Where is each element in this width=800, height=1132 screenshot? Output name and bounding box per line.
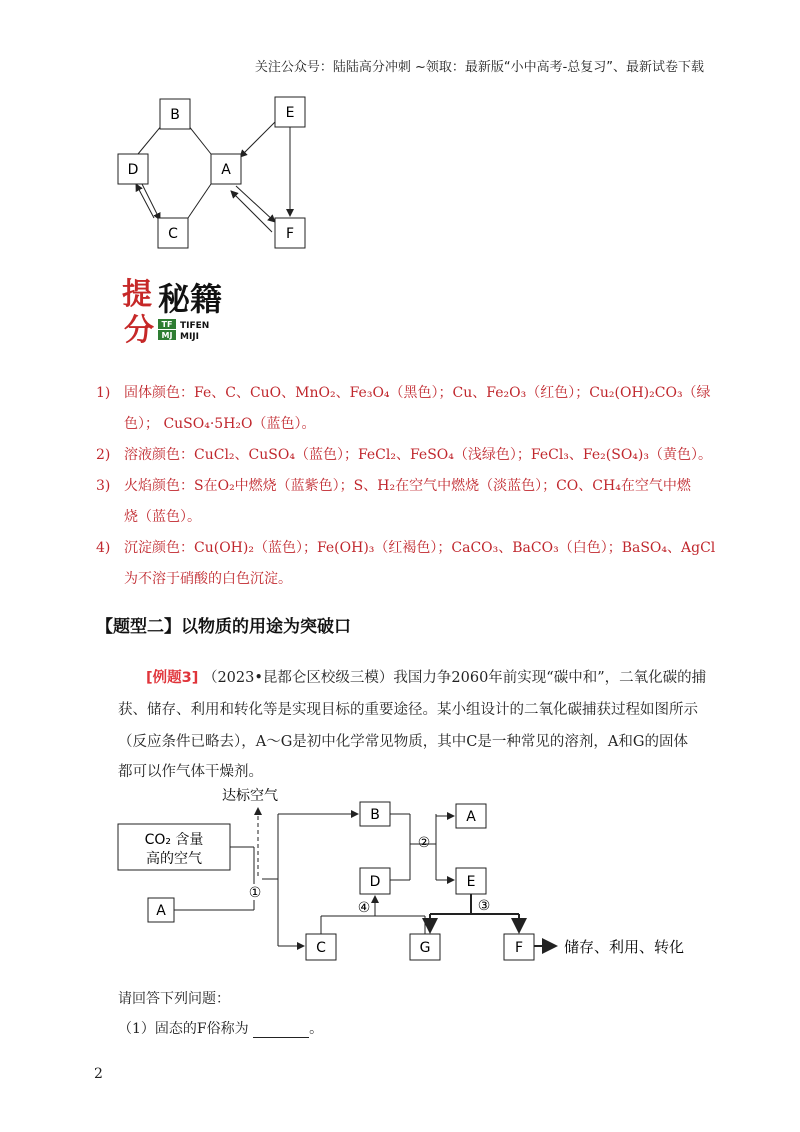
node-a: A <box>221 162 231 178</box>
logo-graphic <box>118 272 248 344</box>
list-item-line: 色）； CuSO₄·5H₂O（蓝色）。 <box>124 416 316 432</box>
example-line-2: 获、储存、利用和转化等是实现目标的重要途径。某小组设计的二氧化碳捕获过程如图所示 <box>118 702 698 718</box>
list-item-number: 4) <box>96 540 111 556</box>
node-d: D <box>127 162 139 178</box>
f-uses-label: 储存、利用、转化 <box>564 938 685 956</box>
step-4-label: ④ <box>357 900 371 916</box>
list-item <box>96 440 716 471</box>
node-c: C <box>168 226 178 242</box>
example-line-1-text: （2023•昆都仑区校级三模）我国力争2060年前实现“碳中和”，二氧化碳的捕 <box>202 670 707 686</box>
node-e: E <box>285 105 295 121</box>
list-item-line: 固体颜色：Fe、C、CuO、MnO₂、Fe₃O₄（黑色）；Cu、Fe₂O₃（红色）；Cu₂(OH)₂CO₃（绿 <box>124 385 711 401</box>
list-item-line: 火焰颜色：S在O₂中燃烧（蓝紫色）；S、H₂在空气中燃烧（淡蓝色）；CO、CH₄在空气中燃 <box>124 478 691 494</box>
question-prompt: 请回答下列问题： <box>118 991 230 1007</box>
step-1-label: ① <box>248 885 262 901</box>
logo-badge-tf: TF <box>161 320 173 329</box>
logo-word-miji: MIJI <box>180 332 200 342</box>
logo-char-ti: 提 <box>122 277 152 312</box>
example-tag: [例题3] <box>146 670 199 686</box>
question-1-end: 。 <box>309 1021 324 1037</box>
arrow-d-to-c <box>142 184 160 220</box>
list-item-line: 为不溶于硝酸的白色沉淀。 <box>124 571 292 587</box>
example-line-1 <box>146 668 706 688</box>
co2-capture-diagram-svg <box>110 784 710 964</box>
node-a-input: A <box>156 903 166 919</box>
arrow-a-to-f <box>236 186 275 222</box>
color-facts-list <box>96 378 716 588</box>
list-item-number: 2) <box>96 447 111 463</box>
step-3-label: ③ <box>477 898 491 914</box>
relation-diagram-1 <box>100 92 330 257</box>
list-item-line: 溶液颜色：CuCl₂、CuSO₄（蓝色）；FeCl₂、FeSO₄（浅绿色）；FeCl₃、Fe₂(SO₄)₃（黄色）。 <box>124 447 712 463</box>
edge-b-d <box>138 125 162 154</box>
node-f: F <box>514 940 524 956</box>
example-line-4: 都可以作气体干燥剂。 <box>118 764 263 780</box>
logo-badge-mj: MJ <box>161 331 173 340</box>
air-box-line-1: CO₂ 含量 <box>144 832 204 848</box>
page-header: 关注公众号：陆陆高分冲刺 ~领取：最新版“小中高考-总复习”、最新试卷下载 <box>254 60 704 75</box>
co2-capture-diagram <box>110 784 710 964</box>
clean-air-label: 达标空气 <box>222 788 278 804</box>
node-g: G <box>419 940 431 956</box>
list-item <box>96 533 716 595</box>
list-item-number: 3) <box>96 478 111 494</box>
question-1 <box>118 1018 323 1038</box>
node-a-output: A <box>466 809 476 825</box>
list-item <box>96 378 716 440</box>
page-number: 2 <box>94 1066 103 1082</box>
node-f: F <box>285 226 295 242</box>
question-1-text: （1）固态的F俗称为 <box>118 1021 249 1037</box>
logo-char-fen: 分 <box>124 313 154 344</box>
node-c: C <box>316 940 326 956</box>
example-line-3: （反应条件已略去），A～G是初中化学常见物质，其中C是一种常见的溶剂，A和G的固体 <box>118 734 688 750</box>
relation-diagram-1-svg <box>100 92 330 257</box>
node-b: B <box>170 107 180 123</box>
edge-b-a <box>188 125 211 154</box>
air-box-line-2: 高的空气 <box>146 851 202 867</box>
answer-blank[interactable] <box>253 1023 309 1038</box>
list-item-line: 烧（蓝色）。 <box>124 509 201 525</box>
list-item <box>96 471 716 533</box>
list-item-number: 1) <box>96 385 111 401</box>
arrow-f-to-a <box>231 191 272 232</box>
logo-calligraphy: 秘籍 <box>158 280 223 318</box>
node-e: E <box>466 874 476 890</box>
arrow-e-to-a <box>240 122 275 157</box>
section-title: 【题型二】以物质的用途为突破口 <box>96 617 351 637</box>
list-item-line: 沉淀颜色：Cu(OH)₂（蓝色）；Fe(OH)₃（红褐色）；CaCO₃、BaCO₃（白色）；BaSO₄、AgCl <box>124 540 716 556</box>
node-d: D <box>369 874 381 890</box>
node-b: B <box>370 807 380 823</box>
edge-a-c <box>188 184 211 218</box>
logo-word-tifen: TIFEN <box>180 321 210 331</box>
step-2-label: ② <box>417 835 431 851</box>
tifen-miji-logo <box>118 272 248 344</box>
